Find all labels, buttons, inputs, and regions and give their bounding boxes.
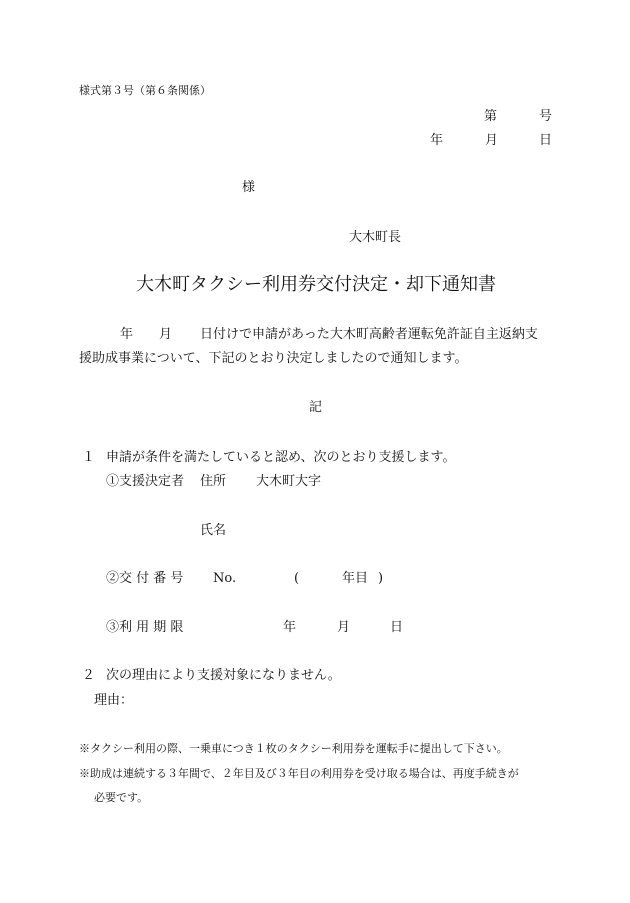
date-month: 月 xyxy=(485,133,499,148)
date-year: 年 xyxy=(430,133,444,148)
year-count: 年目 xyxy=(342,571,369,586)
body-line1: 日付けで申請があった大木町高齢者運転免許証自主返納支 xyxy=(200,327,538,342)
expiry-year: 年 xyxy=(283,620,297,635)
date-day: 日 xyxy=(539,133,553,148)
body-year: 年 xyxy=(120,327,134,342)
note-2-line1: ※助成は連続する３年間で、２年目及び３年目の利用券を受け取る場合は、再度手続きが xyxy=(79,767,519,780)
expiry-day: 日 xyxy=(390,620,404,635)
body-line2: 援助成事業について、下記のとおり決定しましたので通知します。 xyxy=(79,351,468,366)
address-label: 住所 xyxy=(200,474,227,489)
note-1: ※タクシー利用の際、一乗車につき１枚のタクシー利用券を運転手に提出して下さい。 xyxy=(79,742,508,755)
item2-label: ②交 付 番 号 xyxy=(106,571,184,586)
doc-number-prefix: 第 xyxy=(484,109,498,124)
note-2-line2: 必要です。 xyxy=(94,791,149,804)
item1-label: ①支援決定者 xyxy=(106,474,185,489)
paren-open: ( xyxy=(294,571,300,586)
no-label: No. xyxy=(213,571,237,586)
recipient-suffix: 様 xyxy=(242,180,256,195)
doc-number-suffix: 号 xyxy=(539,109,553,124)
ki-heading: 記 xyxy=(309,400,323,415)
form-label: 様式第３号（第６条関係） xyxy=(79,84,211,97)
expiry-month: 月 xyxy=(337,620,351,635)
name-label: 氏名 xyxy=(200,523,227,538)
reason-label: 理由： xyxy=(94,693,134,708)
section1-text: 申請が条件を満たしていると認め、次のとおり支援します。 xyxy=(106,450,456,465)
body-month: 月 xyxy=(159,327,173,342)
item3-label: ③利 用 期 限 xyxy=(106,620,184,635)
section1-number: １ xyxy=(82,450,96,465)
section2-text: 次の理由により支援対象になりません。 xyxy=(106,668,341,683)
document-title: 大木町タクシー利用券交付決定・却下通知書 xyxy=(136,274,496,295)
section2-number: ２ xyxy=(82,668,96,683)
address-value: 大木町大字 xyxy=(256,474,322,489)
paren-close: ) xyxy=(378,571,384,586)
issuer: 大木町長 xyxy=(349,230,402,245)
